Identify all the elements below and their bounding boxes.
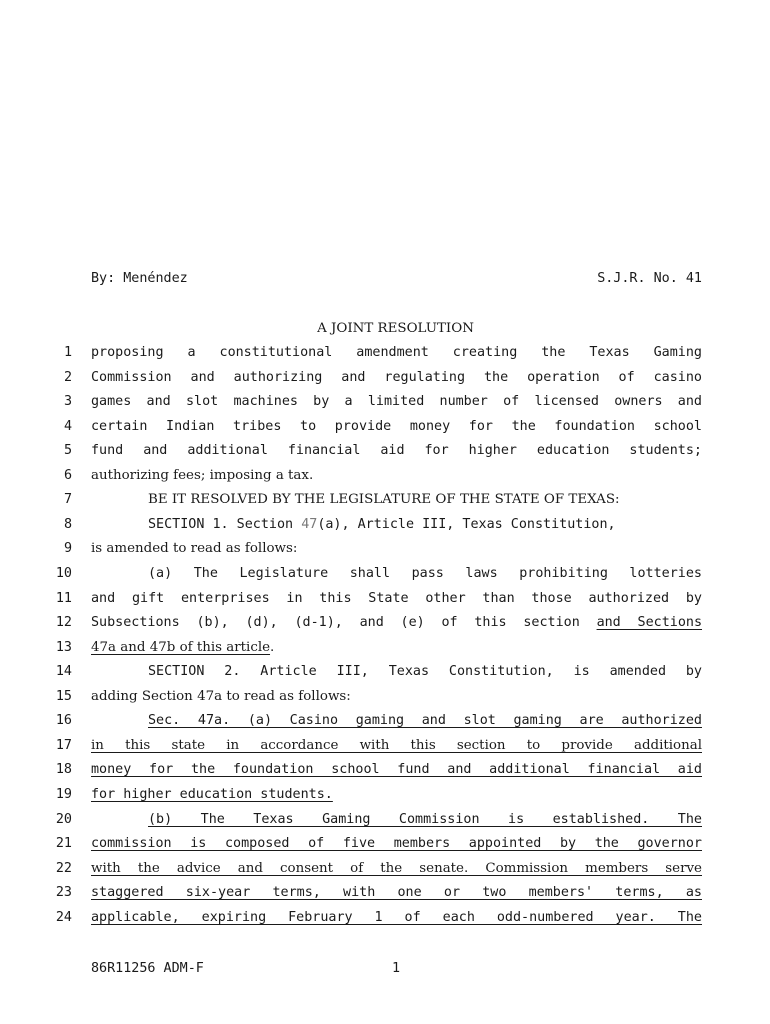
bill-line xyxy=(0,640,770,660)
document-id: 86R11256 ADM-F xyxy=(91,961,204,976)
line-text: Subsections (b), (d), (d-1), and (e) of this section and Sections xyxy=(91,615,703,630)
line-text: certain Indian tribes to provide money for the foundation school xyxy=(91,419,702,434)
bill-line xyxy=(0,517,770,537)
bill-line xyxy=(0,861,770,881)
bill-line xyxy=(0,812,770,832)
line-number: 13 xyxy=(55,640,72,655)
bill-line xyxy=(0,787,770,807)
line-number: 6 xyxy=(63,468,72,483)
line-number: 18 xyxy=(55,762,72,777)
line-number: 10 xyxy=(55,566,72,581)
line-text: games and slot machines by a limited number of licensed owners and xyxy=(91,394,702,409)
line-number: 5 xyxy=(63,443,72,458)
line-number: 19 xyxy=(55,787,72,802)
line-number: 2 xyxy=(63,370,72,385)
bill-line xyxy=(0,885,770,905)
line-number: 20 xyxy=(55,812,72,827)
bill-line xyxy=(0,492,770,512)
line-number: 15 xyxy=(55,689,72,704)
line-text: Sec. 47a. (a) Casino gaming and slot gaming are authorized xyxy=(148,713,702,728)
bill-line xyxy=(0,370,770,390)
line-text: proposing a constitutional amendment creating the Texas Gaming xyxy=(91,345,702,360)
bill-line xyxy=(0,836,770,856)
line-number: 23 xyxy=(55,885,72,900)
line-text: and gift enterprises in this State other than those authorized by xyxy=(91,591,702,606)
line-text: SECTION 2. Article III, Texas Constitution, is amended by xyxy=(148,664,702,679)
line-number: 1 xyxy=(63,345,72,360)
bill-line xyxy=(0,713,770,733)
line-number: 14 xyxy=(55,664,72,679)
line-text: (b) The Texas Gaming Commission is established. The xyxy=(148,812,702,827)
bill-line xyxy=(0,738,770,758)
line-text: (a) The Legislature shall pass laws prohibiting lotteries xyxy=(148,566,702,581)
line-text: is amended to read as follows: xyxy=(91,541,298,556)
bill-line xyxy=(0,689,770,709)
bill-line xyxy=(0,566,770,586)
resolution-title: A JOINT RESOLUTION xyxy=(317,321,474,336)
line-number: 3 xyxy=(63,394,72,409)
line-text: money for the foundation school fund and additional financial aid xyxy=(91,762,702,777)
line-text: SECTION 1. Section 47(a), Article III, Texas Constitution, xyxy=(148,517,616,532)
line-number: 4 xyxy=(63,419,72,434)
bill-line xyxy=(0,664,770,684)
line-number: 7 xyxy=(63,492,72,507)
line-text: applicable, expiring February 1 of each odd-numbered year. The xyxy=(91,910,702,925)
bill-number: S.J.R. No. 41 xyxy=(597,271,702,286)
line-text: 47a and 47b of this article. xyxy=(91,640,275,655)
author-line: By: Menéndez xyxy=(91,271,188,286)
line-text: authorizing fees; imposing a tax. xyxy=(91,468,314,483)
page-number: 1 xyxy=(392,961,401,976)
line-text: in this state in accordance with this section to provide additional xyxy=(91,738,702,753)
line-text: staggered six-year terms, with one or two members' terms, as xyxy=(91,885,702,900)
line-number: 24 xyxy=(55,910,72,925)
line-number: 11 xyxy=(55,591,72,606)
bill-line xyxy=(0,762,770,782)
bill-line xyxy=(0,910,770,930)
line-text: Commission and authorizing and regulating the operation of casino xyxy=(91,370,702,385)
line-text: adding Section 47a to read as follows: xyxy=(91,689,351,704)
line-number: 16 xyxy=(55,713,72,728)
bill-line xyxy=(0,419,770,439)
bill-line xyxy=(0,468,770,488)
line-text: for higher education students. xyxy=(91,787,333,802)
bill-line xyxy=(0,591,770,611)
bill-line xyxy=(0,345,770,365)
line-text: with the advice and consent of the senate. Commission members serve xyxy=(91,861,702,876)
line-number: 9 xyxy=(63,541,72,556)
line-text: commission is composed of five members appointed by the governor xyxy=(91,836,702,851)
line-text: fund and additional financial aid for higher education students; xyxy=(91,443,702,458)
line-number: 12 xyxy=(55,615,72,630)
line-text: BE IT RESOLVED BY THE LEGISLATURE OF THE STATE OF TEXAS: xyxy=(148,492,620,507)
line-number: 22 xyxy=(55,861,72,876)
bill-line xyxy=(0,443,770,463)
line-number: 17 xyxy=(55,738,72,753)
bill-line xyxy=(0,615,770,635)
line-number: 8 xyxy=(63,517,72,532)
line-number: 21 xyxy=(55,836,72,851)
bill-line xyxy=(0,541,770,561)
bill-line xyxy=(0,394,770,414)
